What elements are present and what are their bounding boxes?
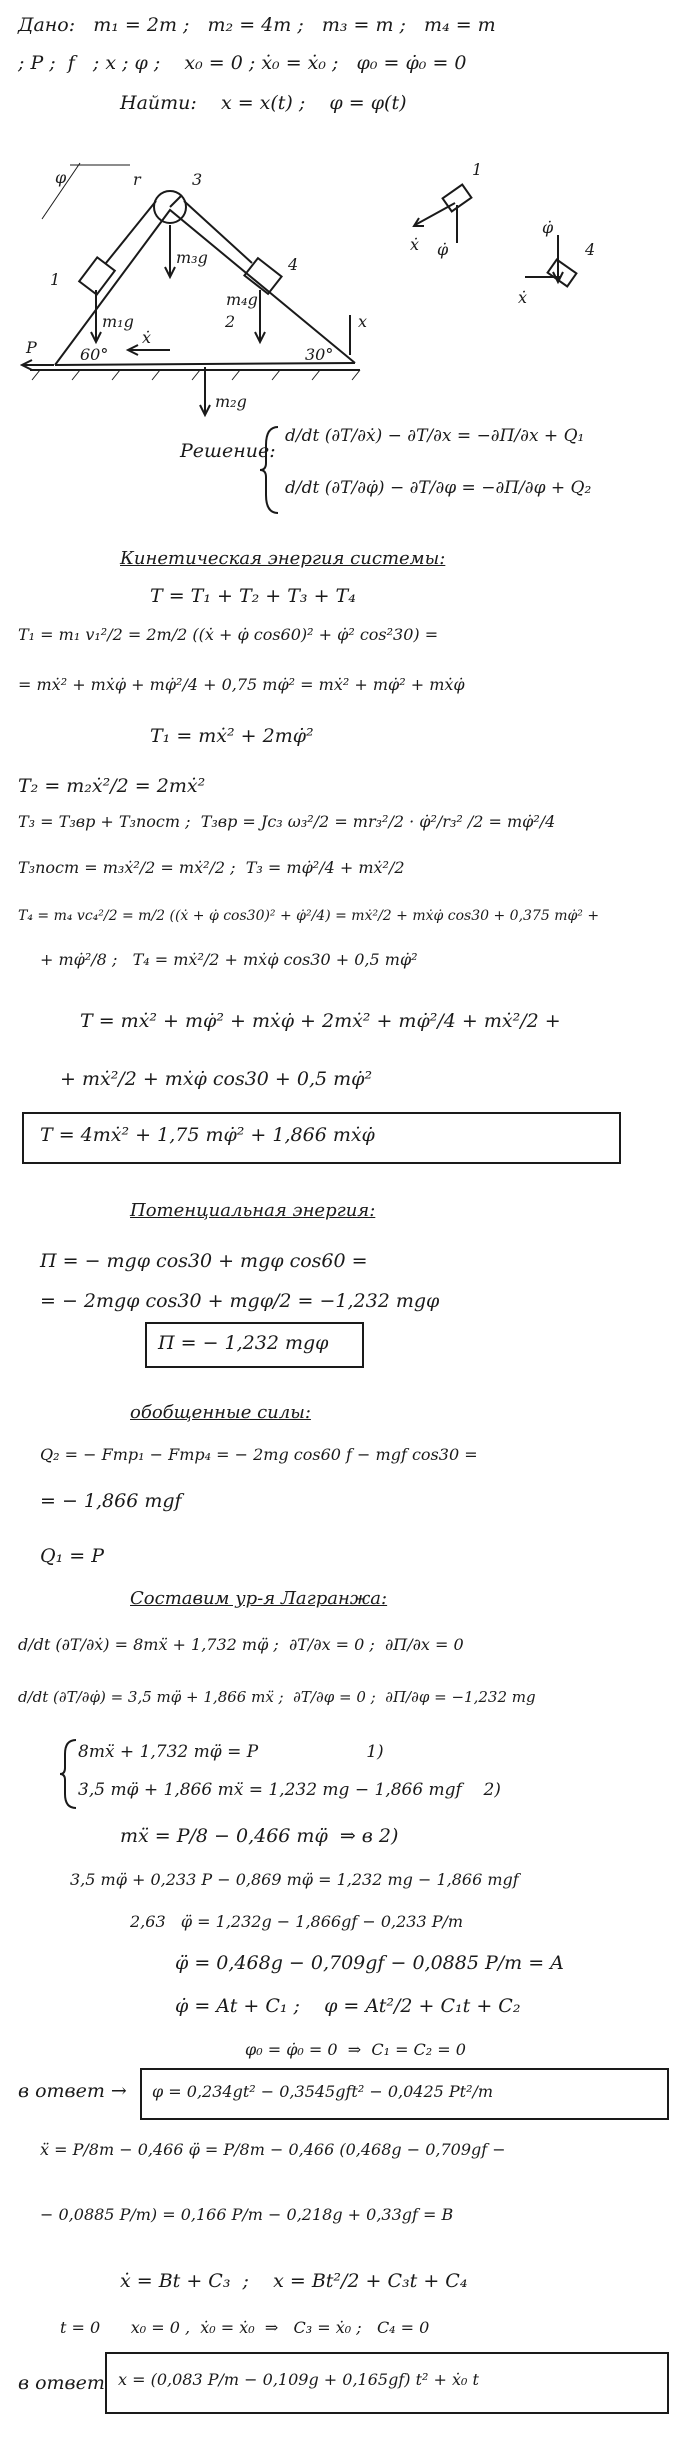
q2-line-a: Q₂ = − Fтр₁ − Fтр₄ = − 2mg cos60 f − mgf cos30 = (40, 1445, 478, 1464)
kinetic-heading: Кинетическая энергия системы: (120, 548, 446, 569)
body-3-label: 3 (192, 170, 203, 189)
m3g-label: m₃g (176, 248, 208, 267)
reduce-line-2: 3,5 mφ̈ + 0,233 P − 0,869 mφ̈ = 1,232 mg − 1,866 mgf (70, 1870, 519, 1889)
t-final: T = 4mẋ² + 1,75 mφ̇² + 1,866 mẋφ̇ (40, 1124, 375, 1146)
angle-30-label: 30° (305, 345, 334, 364)
m2g-label: m₂g (215, 392, 247, 411)
radius-label: r (133, 170, 141, 189)
solution-label: Решение: (180, 440, 276, 462)
sketch2-xdot: ẋ (518, 288, 528, 307)
lagrange-heading: Составим ур-я Лагранжа: (130, 1588, 388, 1609)
lagrange-line-1: d/dt (∂T/∂ẋ) = 8mẍ + 1,732 mφ̈ ; ∂T/∂x = 0 ; ∂П/∂x = 0 (18, 1635, 464, 1654)
t-sum-line-1: T = mẋ² + mφ̇² + mẋφ̇ + 2mẋ² + mφ̇²/4 + mẋ²/2 + (80, 1010, 561, 1032)
t3-line: T₃ = T₃вр + T₃пост ; T₃вр = Jc₃ ω₃²/2 = mr₃²/2 · φ̇²/r₃² /2 = mφ̇²/4 (18, 812, 556, 831)
system-eq-1: 8mẍ + 1,732 mφ̈ = P 1) (78, 1742, 384, 1762)
answer-1: φ = 0,234gt² − 0,3545gft² − 0,0425 Pt²/m (152, 2082, 494, 2101)
mechanism-diagram (20, 155, 680, 425)
x-line-2: − 0,0885 P/m) = 0,166 P/m − 0,218g + 0,33gf = B (40, 2205, 454, 2224)
system-brace (58, 1738, 80, 1810)
lagrange-eq-1: d/dt (∂T/∂ẋ) − ∂T/∂x = −∂П/∂x + Q₁ (285, 426, 585, 446)
x-line-3: ẋ = Bt + C₃ ; x = Bt²/2 + C₃t + C₄ (120, 2270, 468, 2292)
find-line: Найти: x = x(t) ; φ = φ(t) (120, 92, 407, 114)
body-2-label: 2 (225, 312, 236, 331)
t1-line-b: = mẋ² + mẋφ̇ + mφ̇²/4 + 0,75 mφ̇² = mẋ² + mφ̇² + mẋφ̇ (18, 675, 465, 694)
solution-brace (258, 425, 282, 515)
lagrange-line-2: d/dt (∂T/∂φ̇) = 3,5 mφ̈ + 1,866 mẍ ; ∂T/∂φ = 0 ; ∂П/∂φ = −1,232 mg (18, 1688, 536, 1706)
sketch1-xdot: ẋ (410, 235, 420, 254)
sketch2-phidot: φ̇ (542, 218, 554, 237)
t1-line-a: T₁ = m₁ v₁²/2 = 2m/2 ((ẋ + φ̇ cos60)² + φ̇² cos²30) = (18, 625, 439, 644)
reduce-line-6: φ₀ = φ̇₀ = 0 ⇒ C₁ = C₂ = 0 (245, 2040, 466, 2059)
sketch2-label-4: 4 (585, 240, 596, 259)
given-line-2: ; P ; f ; x ; φ ; x₀ = 0 ; ẋ₀ = ẋ₀ ; φ₀ = φ̇₀ = 0 (18, 52, 467, 74)
q2-line-b: = − 1,866 mgf (40, 1490, 182, 1512)
answer-2: x = (0,083 P/m − 0,109g + 0,165gf) t² + ẋ₀ t (118, 2370, 479, 2389)
answer-1-label: в ответ → (18, 2080, 127, 2102)
xdot-label: ẋ (142, 328, 152, 347)
t4-line-a: T₄ = m₄ vc₄²/2 = m/2 ((ẋ + φ̇ cos30)² + φ̇²/4) = mẋ²/2 + mẋφ̇ cos30 + 0,375 mφ̇² + (18, 908, 600, 924)
forces-heading: обобщенные силы: (130, 1402, 311, 1423)
potential-line-2: = − 2mgφ cos30 + mgφ/2 = −1,232 mgφ (40, 1290, 440, 1312)
x-line-4: t = 0 x₀ = 0 , ẋ₀ = ẋ₀ ⇒ C₃ = ẋ₀ ; C₄ = 0 (60, 2318, 430, 2337)
potential-heading: Потенциальная энергия: (130, 1200, 376, 1221)
potential-final: П = − 1,232 mgφ (158, 1332, 329, 1354)
t4-line-b: + mφ̇²/8 ; T₄ = mẋ²/2 + mẋφ̇ cos30 + 0,5 mφ̇² (40, 950, 418, 969)
sketch1-phidot: φ̇ (437, 240, 449, 259)
phi-label: φ (55, 168, 67, 187)
reduce-line-5: φ̇ = At + C₁ ; φ = At²/2 + C₁t + C₂ (175, 1995, 521, 2017)
t1-line-c: T₁ = mẋ² + 2mφ̇² (150, 725, 314, 747)
force-p-label: P (26, 338, 37, 357)
m4g-label: m₄g (226, 290, 258, 309)
t3-post-line: T₃пост = m₃ẋ²/2 = mẋ²/2 ; T₃ = mφ̇²/4 + mẋ²/2 (18, 858, 405, 877)
reduce-line-3: 2,63 φ̈ = 1,232g − 1,866gf − 0,233 P/m (130, 1912, 464, 1931)
m1g-label: m₁g (102, 312, 134, 331)
t-sum-line-2: + mẋ²/2 + mẋφ̇ cos30 + 0,5 mφ̇² (60, 1068, 373, 1090)
t2-line: T₂ = m₂ẋ²/2 = 2mẋ² (18, 775, 206, 797)
reduce-line-4: φ̈ = 0,468g − 0,709gf − 0,0885 P/m = A (175, 1952, 564, 1974)
system-eq-2: 3,5 mφ̈ + 1,866 mẍ = 1,232 mg − 1,866 mgf 2) (78, 1780, 501, 1800)
body-1-label: 1 (50, 270, 61, 289)
potential-line-1: П = − mgφ cos30 + mgφ cos60 = (40, 1250, 368, 1272)
x-line-1: ẍ = P/8m − 0,466 φ̈ = P/8m − 0,466 (0,468g − 0,709gf − (40, 2140, 506, 2159)
sketch1-label-1: 1 (472, 160, 483, 179)
given-line-1: Дано: m₁ = 2m ; m₂ = 4m ; m₃ = m ; m₄ = m (18, 14, 496, 36)
reduce-line-1: mẍ = P/8 − 0,466 mφ̈ ⇒ в 2) (120, 1825, 399, 1847)
q1-line: Q₁ = P (40, 1545, 104, 1567)
body-4-label: 4 (288, 255, 299, 274)
angle-60-label: 60° (80, 345, 109, 364)
answer-2-label: в ответ (18, 2372, 105, 2394)
t-sum: T = T₁ + T₂ + T₃ + T₄ (150, 585, 356, 607)
lagrange-eq-2: d/dt (∂T/∂φ̇) − ∂T/∂φ = −∂П/∂φ + Q₂ (285, 478, 592, 498)
x-axis-label: x (358, 312, 368, 331)
